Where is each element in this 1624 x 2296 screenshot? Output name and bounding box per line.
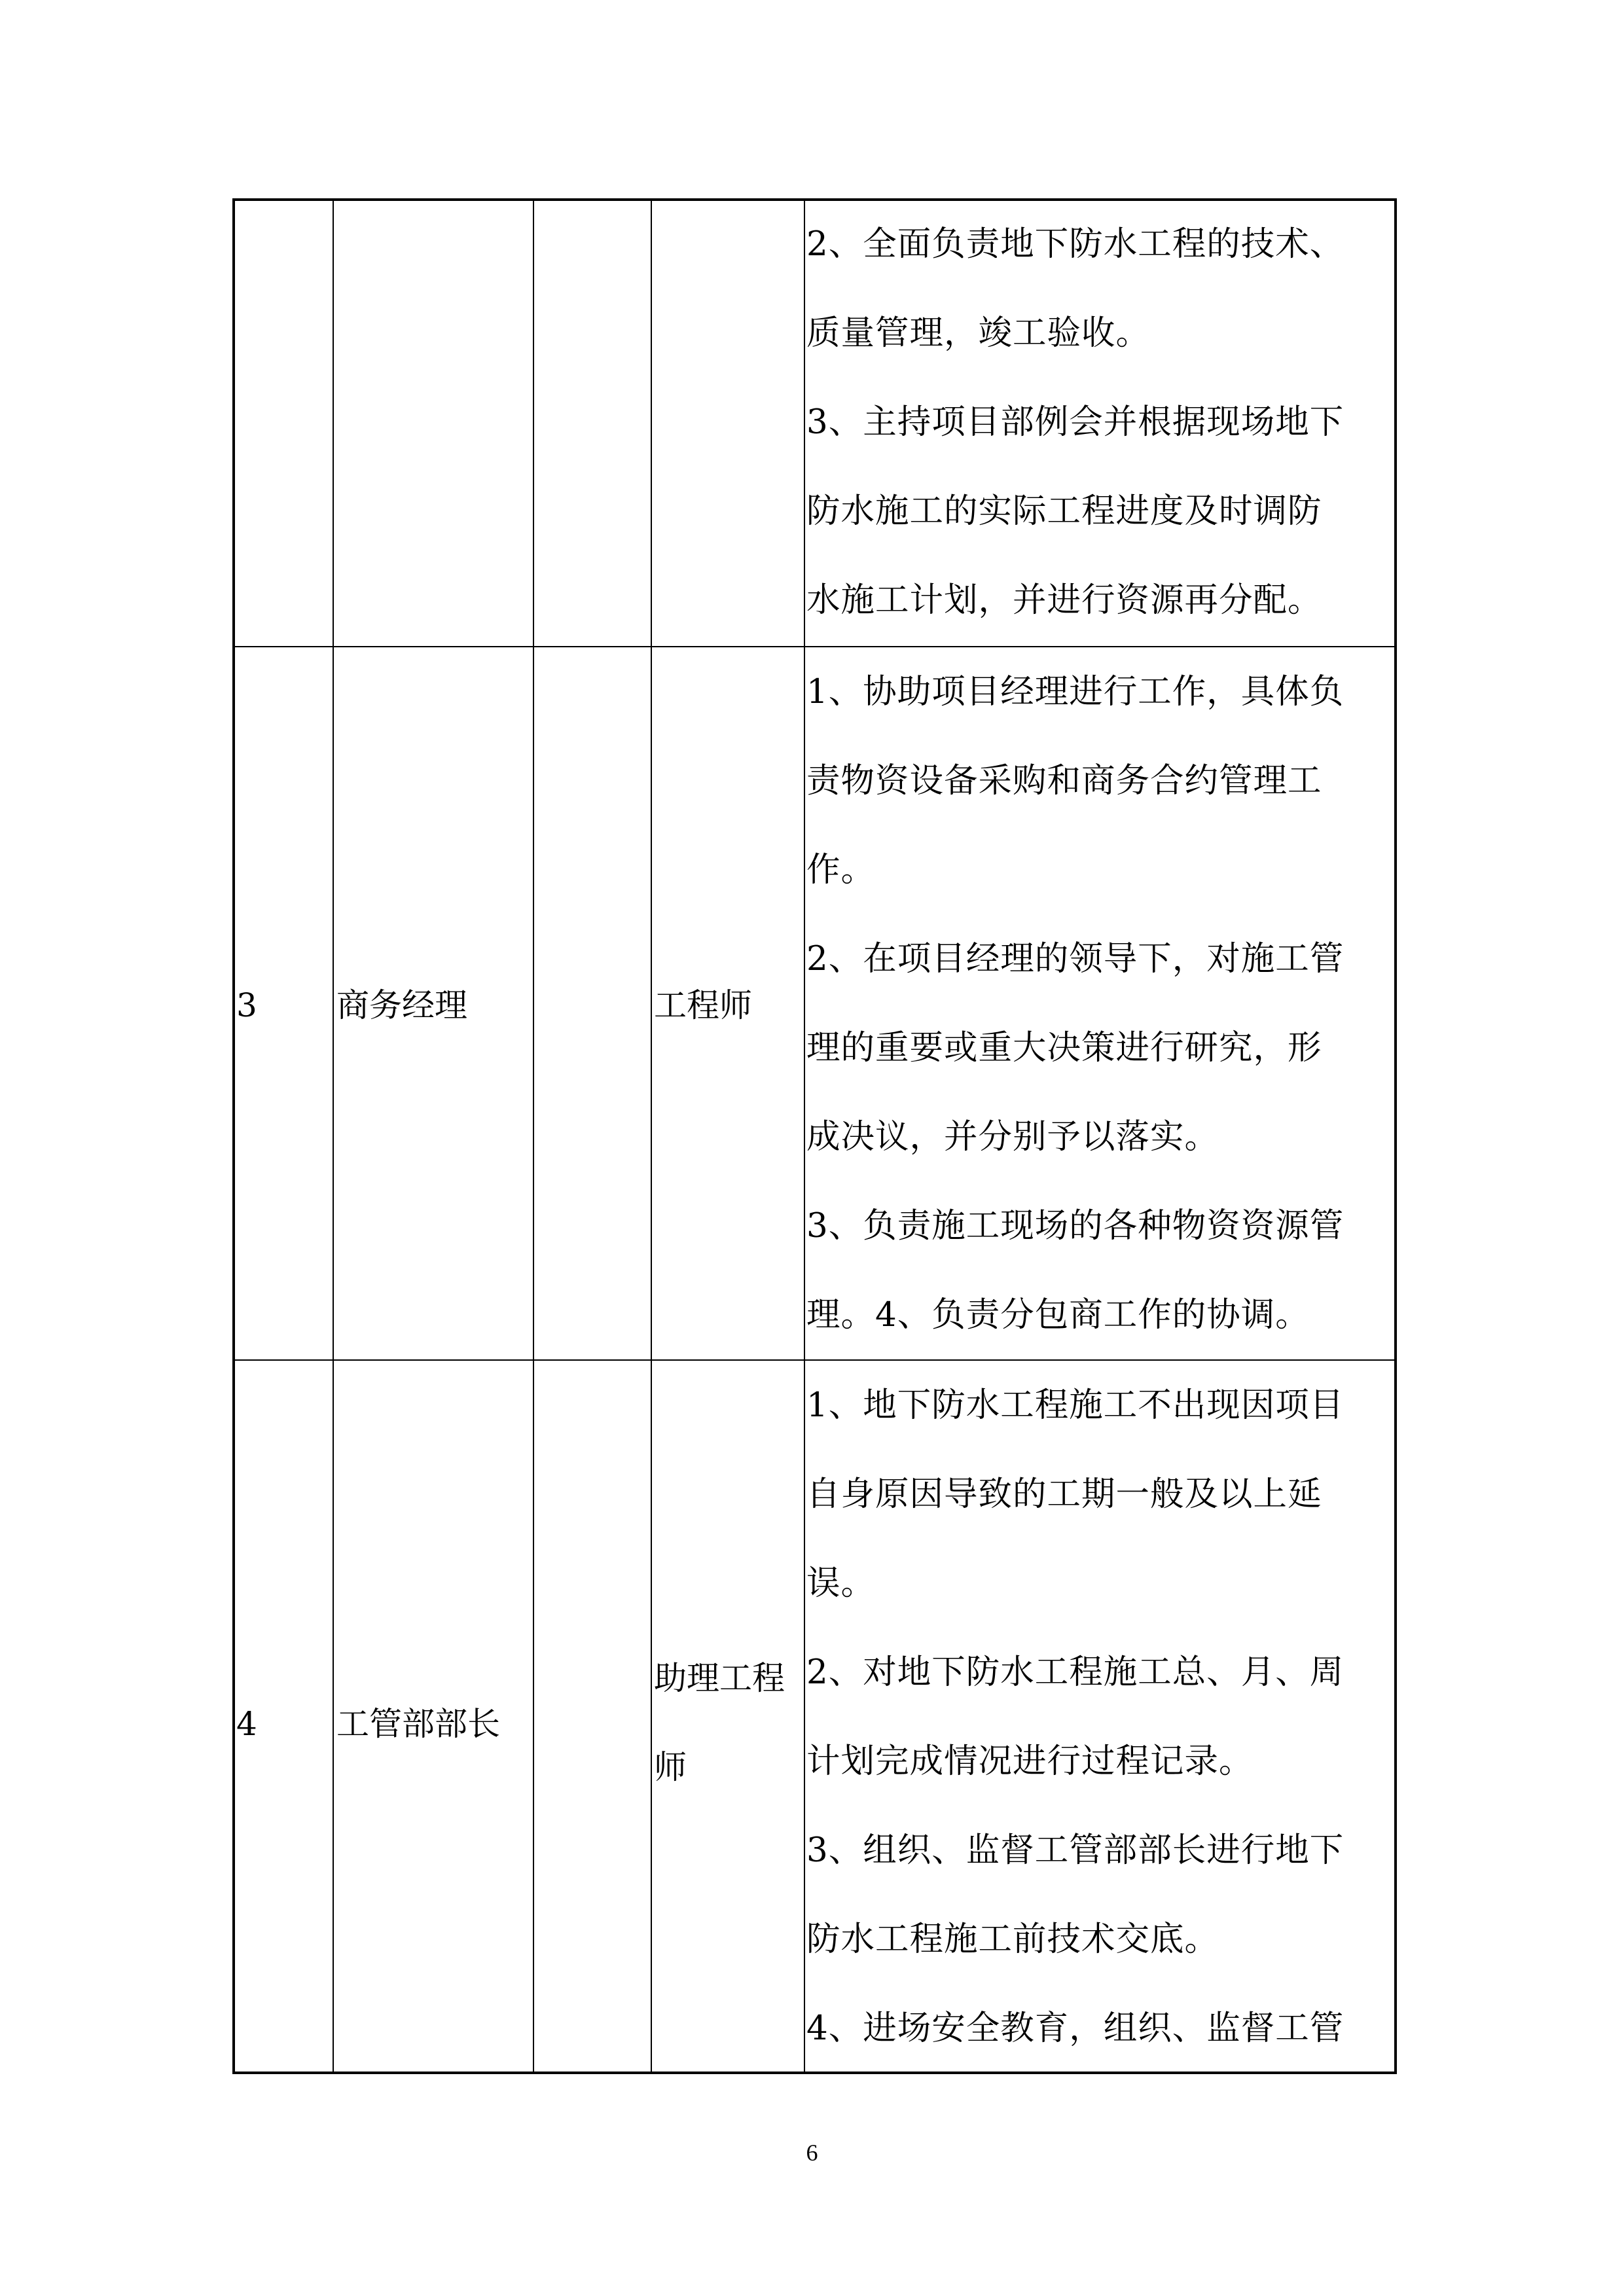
duty-line: 防水施工的实际工程进度及时调防 (806, 492, 1322, 531)
responsibility-table (232, 198, 1397, 2074)
column-divider (333, 201, 334, 2072)
column-divider (804, 201, 805, 2072)
qualification-cell: 助理工程 (654, 1659, 785, 1697)
duty-line: 防水工程施工前技术交底。 (806, 1920, 1219, 1959)
row-number-cell: 4 (236, 1705, 257, 1743)
duty-line: 4、进场安全教育，组织、监督工管 (806, 2009, 1344, 2048)
duty-line: 3、组织、监督工管部部长进行地下 (806, 1831, 1344, 1870)
duty-line: 水施工计划，并进行资源再分配。 (806, 581, 1322, 620)
duty-cell (806, 1361, 1399, 2073)
duty-line: 2、全面负责地下防水工程的技术、 (806, 224, 1344, 264)
duty-line: 理的重要或重大决策进行研究，形 (806, 1028, 1322, 1067)
duty-cell (806, 647, 1399, 1359)
duty-cell (806, 200, 1399, 645)
duty-line: 2、在项目经理的领导下，对施工管 (806, 939, 1344, 978)
duty-line: 计划完成情况进行过程记录。 (806, 1742, 1254, 1781)
duty-line: 质量管理，竣工验收。 (806, 314, 1151, 353)
position-cell: 商务经理 (336, 986, 467, 1024)
duty-line: 成决议，并分别予以落实。 (806, 1117, 1219, 1157)
duty-line: 3、负责施工现场的各种物资资源管 (806, 1206, 1344, 1246)
duty-line: 责物资设备采购和商务合约管理工 (806, 761, 1322, 800)
position-cell: 工管部部长 (336, 1705, 500, 1743)
duty-line: 3、主持项目部例会并根据现场地下 (806, 403, 1344, 442)
qualification-cell: 工程师 (654, 986, 752, 1024)
column-divider (651, 201, 652, 2072)
qualification-cell: 师 (654, 1748, 687, 1786)
duty-line: 误。 (806, 1564, 876, 1603)
duty-line: 1、协助项目经理进行工作，具体负 (806, 672, 1344, 711)
duty-line: 作。 (806, 850, 876, 889)
duty-line: 理。4、负责分包商工作的协调。 (806, 1295, 1310, 1335)
duty-line: 1、地下防水工程施工不出现因项目 (806, 1386, 1344, 1425)
row-number-cell: 3 (236, 986, 257, 1024)
duty-line: 自身原因导致的工期一般及以上延 (806, 1475, 1322, 1514)
column-divider (533, 201, 534, 2072)
page-number: 6 (806, 2140, 818, 2166)
duty-line: 2、对地下防水工程施工总、月、周 (806, 1653, 1344, 1692)
